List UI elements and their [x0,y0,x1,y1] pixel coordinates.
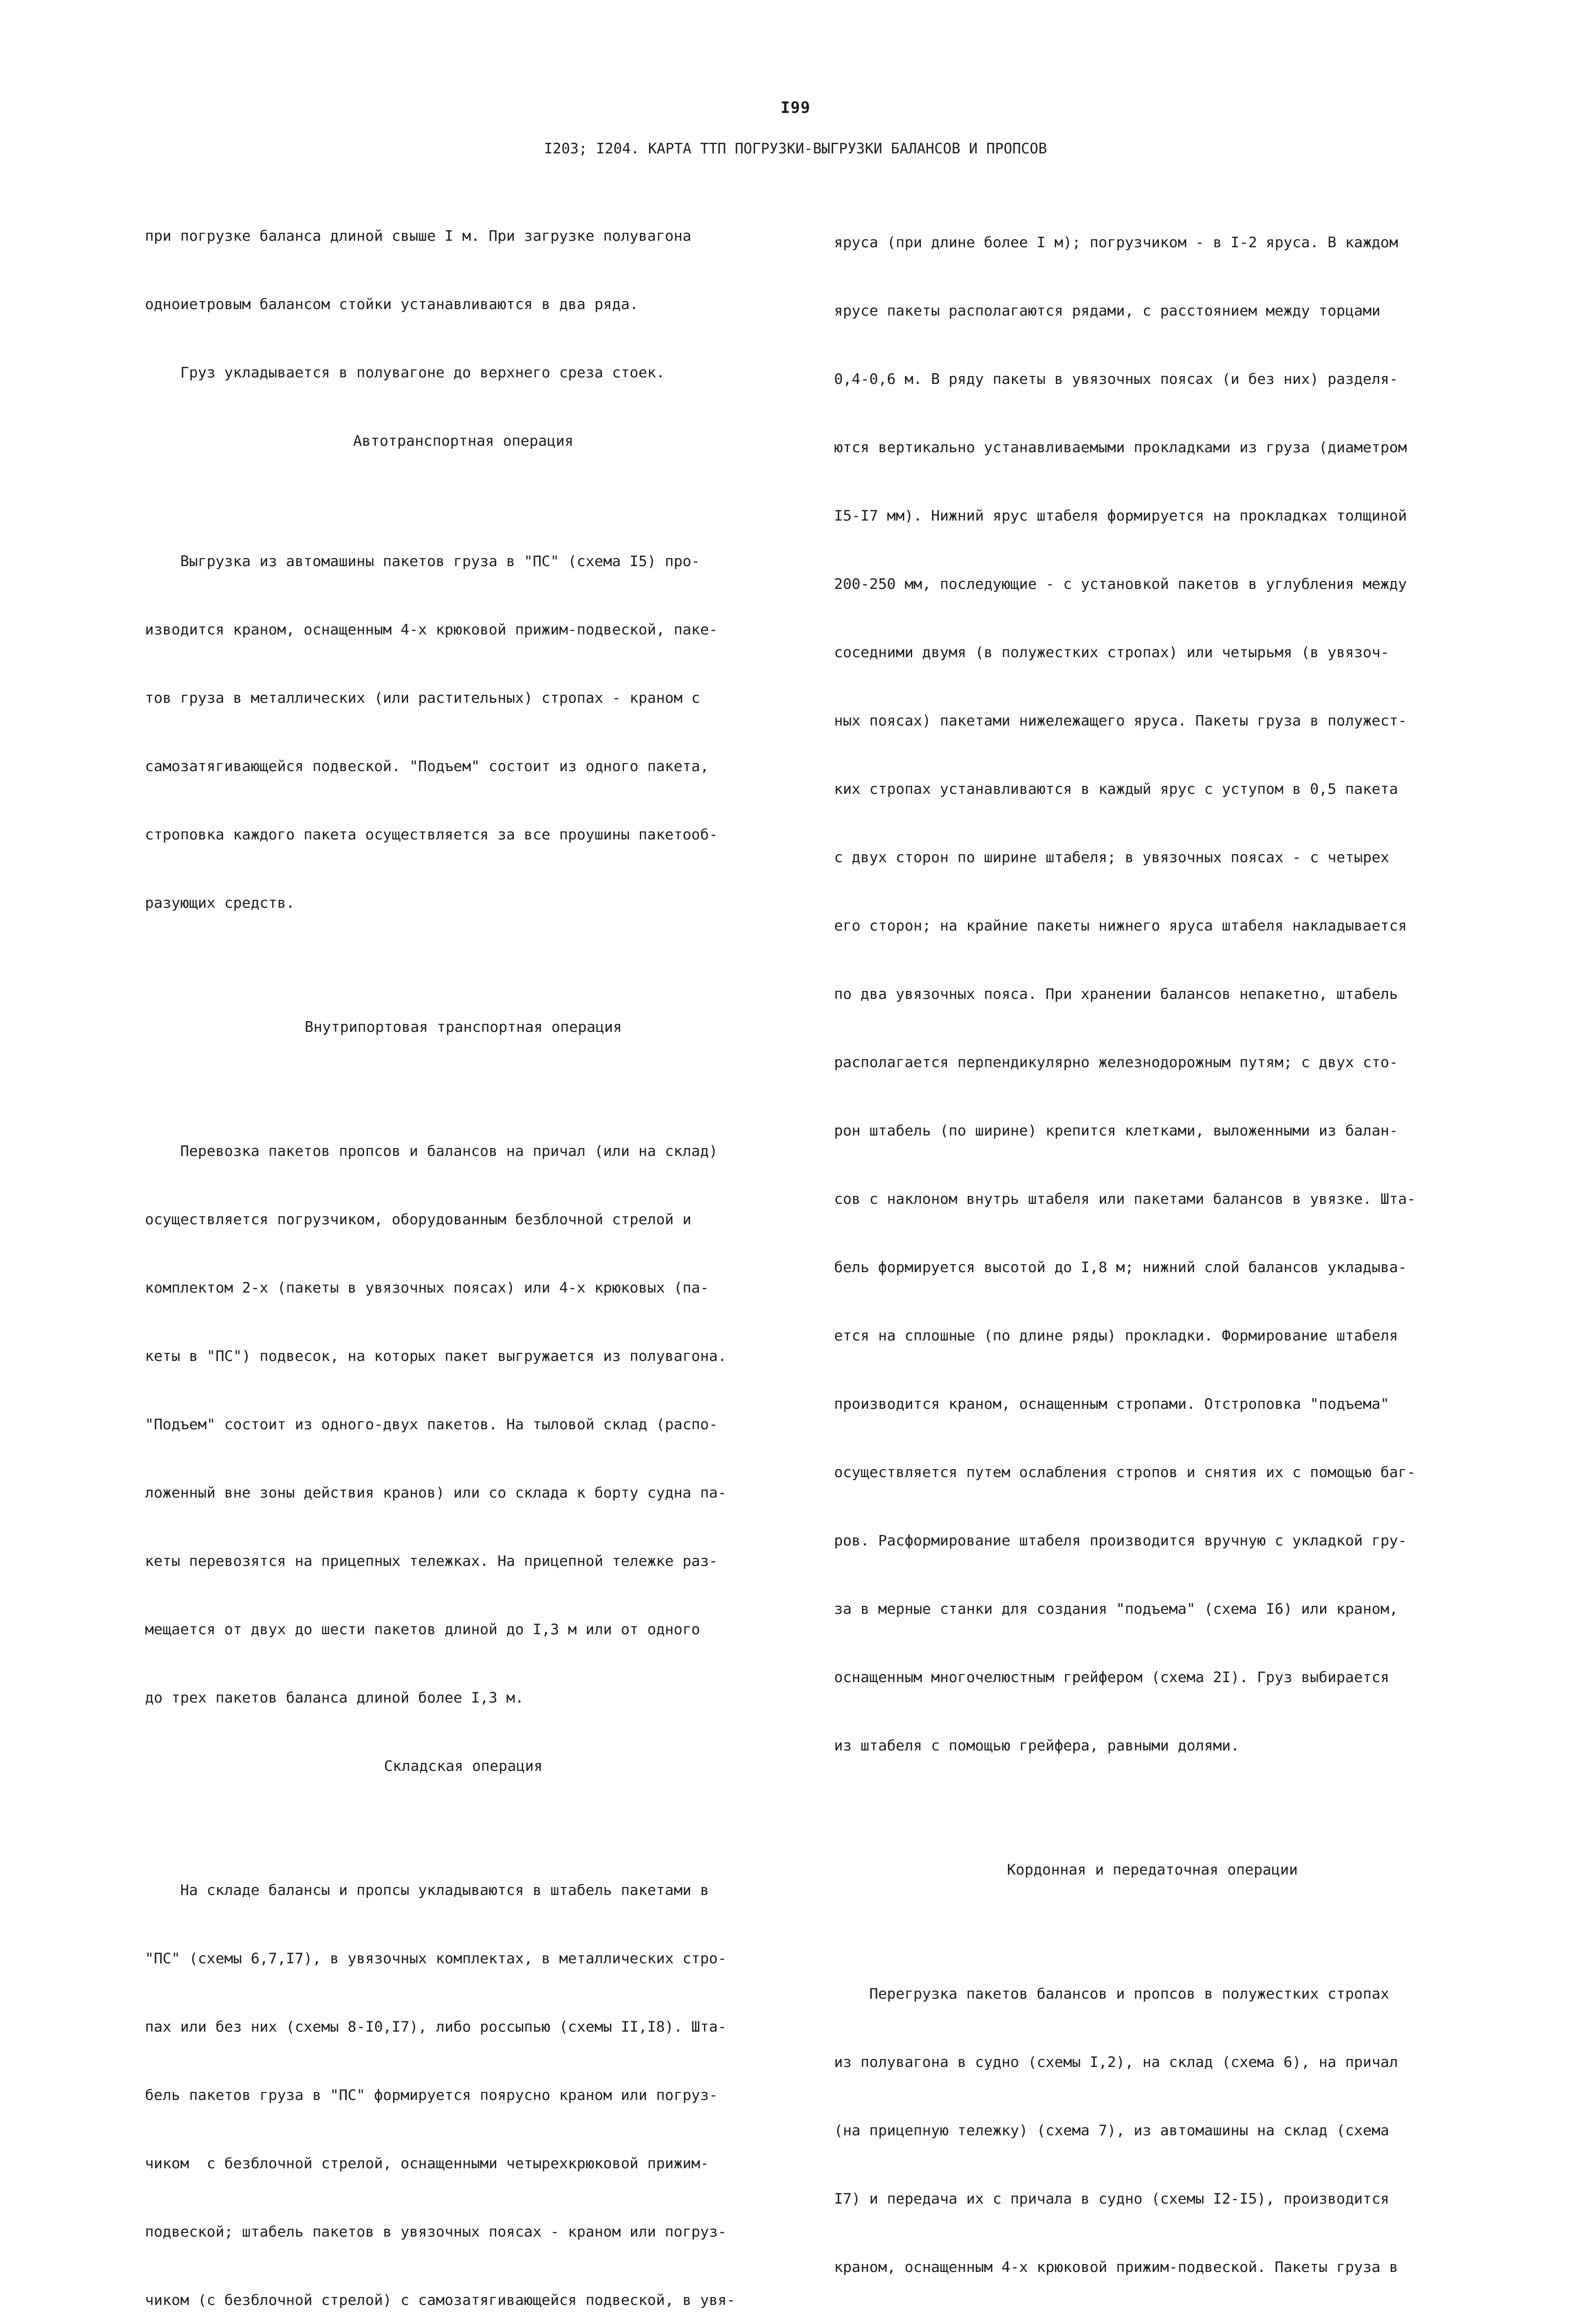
text-line: из штабеля с помощью грейфера, равными долями. [834,1737,1240,1754]
text-line: одноиетровым балансом стойки устанавливаются в два ряда. [145,296,639,313]
text-line: чиком с безблочной стрелой, оснащенными четырехкрюковой прижим- [145,2155,709,2172]
text-line: строповка каждого пакета осуществляется за все проушины пакетооб- [145,826,718,843]
text-line: яруса (при длине более I м); погрузчиком - в I-2 яруса. В каждом [834,234,1398,251]
text-line: Перевозка пакетов пропсов и балансов на причал (или на склад) [145,1143,718,1160]
text-line: разующих средств. [145,895,295,911]
text-line: мещается от двух до шести пакетов длиной до I,3 м или от одного [145,1621,700,1638]
text-line: кеты перевозятся на прицепных тележках. На прицепной тележке раз- [145,1553,718,1570]
text-line: "Подъем" состоит из одного-двух пакетов. На тыловой склад (распо- [145,1416,718,1433]
text-line: ложенный вне зоны действия кранов) или со склада к борту судна па- [145,1485,727,1501]
text-line: производится краном, оснащенным стропами. Отстроповка "подъема" [834,1396,1389,1413]
left-column [145,179,782,2324]
text-line: На складе балансы и пропсы укладываются в штабель пакетами в [145,1882,709,1899]
section-heading-cordon: Кордонная и передаточная операции [1007,1862,1298,1878]
text-line: оснащенным многочелюстным грейфером (схема 2I). Груз выбирается [834,1669,1389,1686]
text-line: с двух сторон по ширине штабеля; в увязочных поясах - с четырех [834,849,1389,866]
text-line: располагается перпендикулярно железнодорожным путям; с двух сто- [834,1054,1398,1071]
text-line: по два увязочных пояса. При хранении балансов непакетно, штабель [834,986,1398,1003]
text-line: I7) и передача их с причала в судно (схемы I2-I5), производится [834,2191,1389,2207]
text-line: за в мерные станки для создания "подъема" (схема I6) или краном, [834,1601,1398,1618]
text-line: его сторон; на крайние пакеты нижнего яруса штабеля накладывается [834,918,1407,934]
text-line: ются вертикально устанавливаемыми прокладками из груза (диаметром [834,439,1407,456]
text-line: при погрузке баланса длиной свыше I м. При загрузке полувагона [145,228,691,244]
page-number: I99 [780,99,811,117]
text-line: краном, оснащенным 4-х крюковой прижим-подвеской. Пакеты груза в [834,2259,1398,2276]
text-line: осуществляется путем ослабления стропов и снятия их с помощью баг- [834,1464,1416,1481]
text-line: подвеской; штабель пакетов в увязочных поясах - краном или погруз- [145,2224,727,2240]
text-line: изводится краном, оснащенным 4-х крюковой прижим-подвеской, паке- [145,621,718,638]
text-line: (на прицепную тележку) (схема 7), из автомашины на склад (схема [834,2122,1389,2139]
text-line: бель пакетов груза в "ПС" формируется поярусно краном или погруз- [145,2087,718,2104]
text-line: ярусе пакеты располагаются рядами, с расстоянием между торцами [834,303,1381,319]
right-column [834,186,1471,2324]
text-line: I5-I7 мм). Нижний ярус штабеля формируется на прокладках толщиной [834,508,1407,524]
text-line: чиком (с безблочной стрелой) с самозатягивающейся подвеской, в увя- [145,2292,736,2309]
text-line: ных поясах) пакетами нижележащего яруса. Пакеты груза в полужест- [834,713,1407,729]
text-line: сов с наклоном внутрь штабеля или пакетами балансов в увязке. Шта- [834,1191,1416,1208]
text-line: ров. Расформирование штабеля производится вручную с укладкой гру- [834,1532,1407,1549]
text-line: комплектом 2-х (пакеты в увязочных поясах) или 4-х крюковых (па- [145,1280,709,1296]
section-heading-storage: Складская операция [384,1758,543,1775]
text-line: 0,4-0,6 м. В ряду пакеты в увязочных поясах (и без них) разделя- [834,371,1398,388]
text-line: тов груза в металлических (или растительных) стропах - краном с [145,690,700,706]
text-line: самозатягивающейся подвеской. "Подъем" состоит из одного пакета, [145,758,709,775]
section-heading-auto: Автотранспортная операция [353,433,574,449]
section-heading-inport: Внутрипортовая транспортная операция [304,1019,622,1036]
text-line: из полувагона в судно (схемы I,2), на склад (схема 6), на причал [834,2054,1398,2071]
text-line: "ПС" (схемы 6,7,I7), в увязочных комплектах, в металлических стро- [145,1950,727,1967]
text-line: 200-250 мм, последующие - с установкой пакетов в углубления между [834,576,1407,593]
text-line: Груз укладывается в полувагоне до верхнего среза стоек. [145,364,665,381]
text-line: пах или без них (схемы 8-I0,I7), либо россыпью (схемы II,I8). Шта- [145,2019,727,2035]
text-line: рон штабель (по ширине) крепится клетками, выложенными из балан- [834,1122,1398,1139]
text-line: соседними двумя (в полужестких стропах) или четырьмя (в увязоч- [834,644,1389,661]
text-line: ется на сплошные (по длине ряды) прокладки. Формирование штабеля [834,1327,1398,1344]
text-line: Выгрузка из автомашины пакетов груза в "ПС" (схема I5) про- [145,553,700,570]
page-title: I203; I204. КАРТА ТТП ПОГРУЗКИ-ВЫГРУЗКИ БАЛАНСОВ И ПРОПСОВ [544,140,1047,157]
text-line: кеты в "ПС") подвесок, на которых пакет выгружается из полувагона. [145,1348,727,1365]
text-line: до трех пакетов баланса длиной более I,3 м. [145,1690,524,1706]
text-line: ких стропах устанавливаются в каждый ярус с уступом в 0,5 пакета [834,781,1398,798]
text-line: Перегрузка пакетов балансов и пропсов в полужестких стропах [834,1986,1389,2002]
text-line: бель формируется высотой до I,8 м; нижний слой балансов укладыва- [834,1259,1407,1276]
text-line: осуществляется погрузчиком, оборудованным безблочной стрелой и [145,1211,691,1228]
